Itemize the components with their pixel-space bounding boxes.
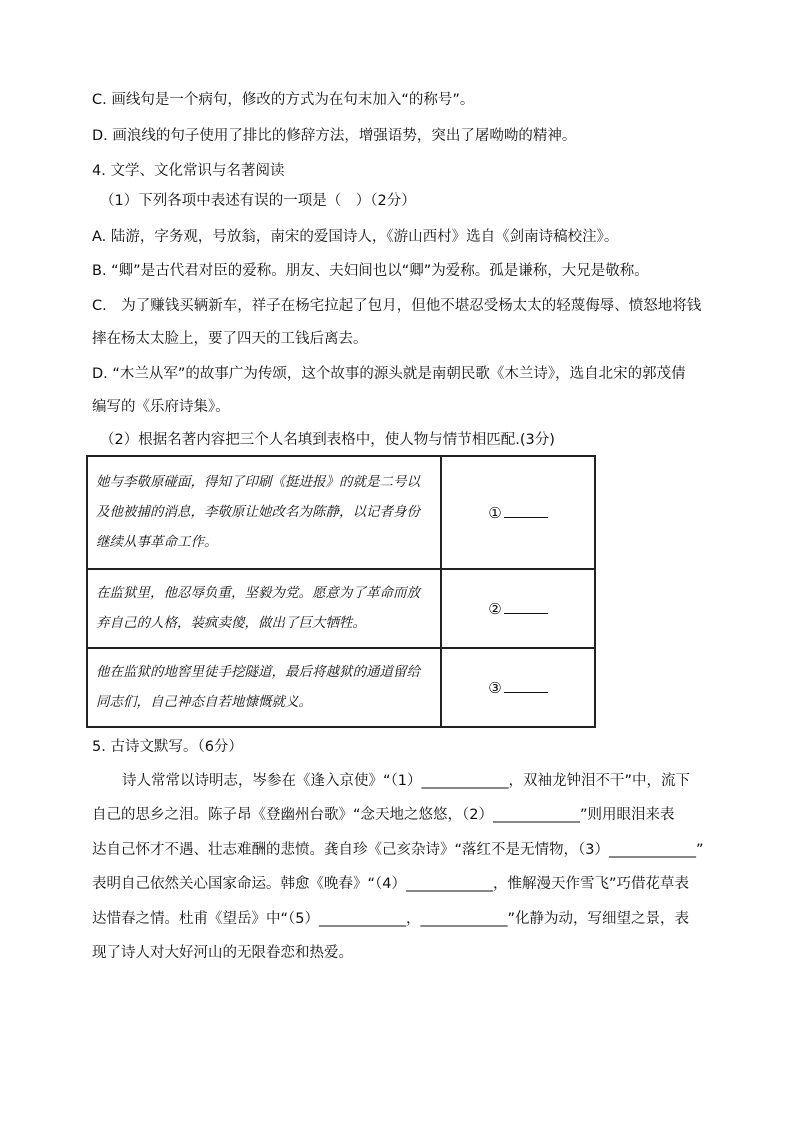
option-d2-continuation: 编写的《乐府诗集》。 [92, 399, 230, 415]
matching-table [86, 455, 596, 728]
table-row [87, 569, 595, 648]
question-4-heading: 4. 文学、文化常识与名著阅读 [92, 163, 285, 179]
poetry-line: 表明自己依然关心国家命运。韩愈《晚春》“（4）____________，惟解漫天作雪飞”巧借花草表 [92, 876, 689, 892]
question-5-heading: 5. 古诗文默写。（6分） [92, 739, 243, 755]
poetry-line: 现了诗人对大好河山的无限眷恋和热爱。 [92, 945, 353, 961]
poetry-line: 达惜春之情。杜甫《望岳》中“（5）____________，____________”化静为动，写细望之景，表 [92, 911, 689, 927]
option-a-line: A. 陆游，字务观，号放翁，南宋的爱国诗人，《游山西村》选自《剑南诗稿校注》。 [92, 229, 619, 245]
option-b-line: B. “卿”是古代君对臣的爱称。朋友、夫妇间也以“卿”为爱称。孤是谦称，大兄是敬称。 [92, 263, 649, 279]
question-4-2-prompt: （2）根据名著内容把三个人名填到表格中，使人物与情节相匹配.(3分) [100, 432, 555, 448]
answer-blank[interactable] [504, 503, 548, 518]
poetry-line: 诗人常常以诗明志，岑参在《逢入京使》“（1）____________，双袖龙钟泪不干”中，流下 [122, 773, 690, 789]
answer-blank[interactable] [504, 678, 548, 693]
answer-cell[interactable] [441, 569, 595, 648]
answer-cell[interactable] [441, 648, 595, 727]
poetry-line: 自己的思乡之泪。陈子昂《登幽州台歌》“念天地之悠悠，（2）____________”则用眼泪来表 [92, 807, 675, 823]
option-d-line: D. 画浪线的句子使用了排比的修辞方法，增强语势，突出了屠呦呦的精神。 [92, 128, 577, 144]
answer-number: ② [488, 599, 502, 618]
answer-number: ① [488, 503, 502, 522]
table-row [87, 648, 595, 727]
answer-number: ③ [488, 678, 502, 697]
plot-description: 在监狱里，他忍辱负重，坚毅为党。愿意为了革命而放弃自己的人格，装疯卖傻，做出了巨大牺牲。 [87, 569, 441, 648]
option-c-line: C. 画线句是一个病句，修改的方式为在句末加入“的称号”。 [92, 92, 475, 108]
poetry-line: 达自己怀才不遇、壮志难酬的悲愤。龚自珍《己亥杂诗》“落红不是无情物，（3）____________” [92, 842, 704, 858]
plot-description: 他在监狱的地窖里徒手挖隧道，最后将越狱的通道留给同志们，自己神态自若地慷慨就义。 [87, 648, 441, 727]
option-c2-line: C. 为了赚钱买辆新车，祥子在杨宅拉起了包月，但他不堪忍受杨太太的轻蔑侮辱、愤怒地将钱 [92, 298, 702, 314]
answer-blank[interactable] [504, 599, 548, 614]
option-c2-continuation: 摔在杨太太脸上，要了四天的工钱后离去。 [92, 331, 368, 347]
option-d2-line: D. “木兰从军”的故事广为传颂，这个故事的源头就是南朝民歌《木兰诗》，选自北宋的郭茂倩 [92, 366, 686, 382]
question-4-1-prompt: （1）下列各项中表述有误的一项是（ ）（2分） [100, 193, 416, 209]
table-row [87, 456, 595, 569]
answer-cell[interactable] [441, 456, 595, 569]
plot-description: 她与李敬原碰面，得知了印刷《挺进报》的就是二号以及他被捕的消息，李敬原让她改名为陈静，以记者身份继续从事革命工作。 [87, 456, 441, 569]
